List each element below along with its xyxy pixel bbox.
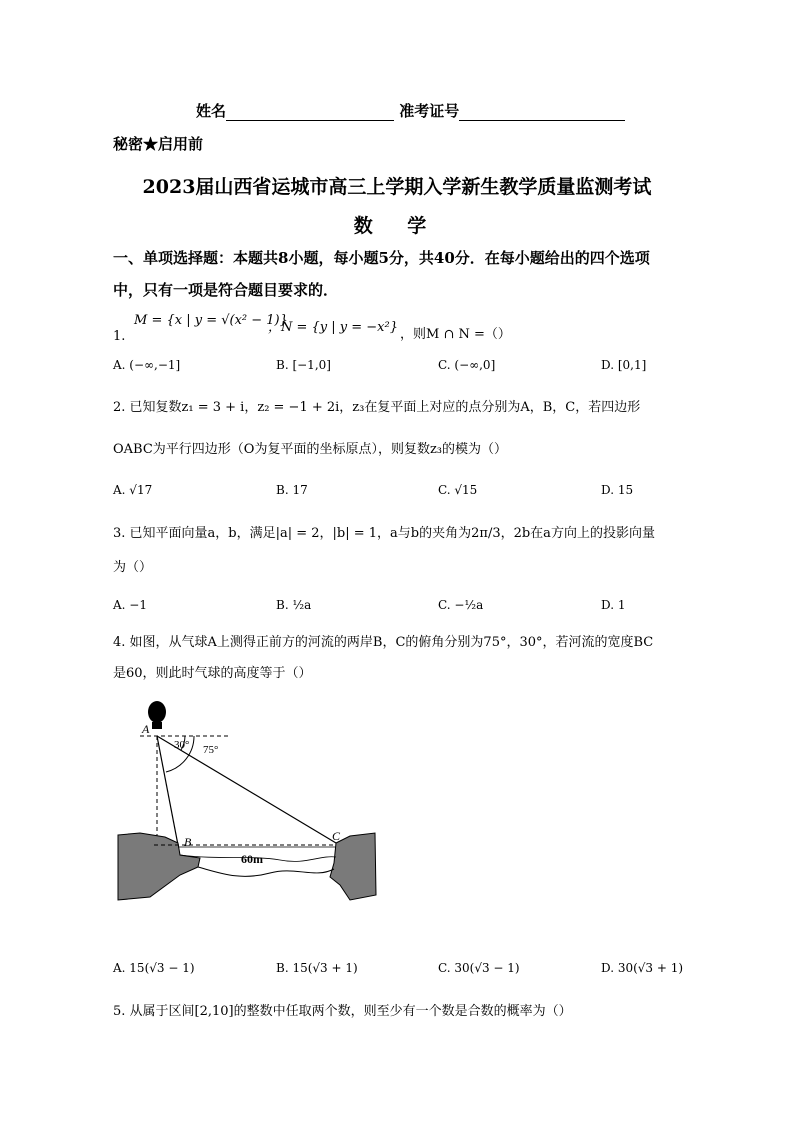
q4-option-d: D. 30(√3 + 1): [601, 961, 684, 975]
question-3-line2: 为（）: [113, 560, 153, 575]
q3-option-d: D. 1: [601, 598, 626, 612]
name-field: [196, 100, 625, 121]
question-2-line1: 2. 已知复数z₁ = 3 + i，z₂ = −1 + 2i，z₃在复平面上对应的点分别为A，B，C，若四边形: [113, 400, 641, 415]
q1-option-d: D. [0,1]: [601, 358, 647, 372]
name-label: 姓名: [196, 102, 227, 120]
label-c: C: [332, 829, 341, 843]
q1-set-m: M = {x | y = √(x² − 1)}: [134, 313, 288, 328]
exam-title: 2023届山西省运城市高三上学期入学新生教学质量监测考试: [142, 176, 652, 198]
q2-option-a: A. √17: [113, 483, 153, 497]
name-blank: [226, 105, 394, 121]
subject-title: 数 学: [353, 215, 441, 237]
q1-tail: ，则M ∩ N =（）: [400, 327, 511, 342]
q4-option-b: B. 15(√3 + 1): [276, 961, 358, 975]
angle-75-label: 75°: [203, 744, 219, 756]
q4-option-a: A. 15(√3 − 1): [113, 961, 195, 975]
q2-option-d: D. 15: [601, 483, 634, 497]
exam-number-label: 准考证号: [399, 102, 460, 120]
label-a: A: [142, 722, 150, 736]
section-heading-line1: 一、单项选择题：本题共8小题，每小题5分，共40分．在每小题给出的四个选项: [113, 249, 650, 267]
question-3-line1: 3. 已知平面向量a，b，满足|a| = 2，|b| = 1，a与b的夹角为2π/3，2b在a方向上的投影向量: [113, 526, 655, 541]
balloon-river-figure: [110, 695, 400, 910]
secret-label: 秘密★启用前: [113, 135, 204, 153]
exam-number-blank: [459, 105, 625, 121]
width-label: 60m: [241, 852, 263, 866]
q3-option-b: B. ½a: [276, 598, 312, 612]
section-heading-line2: 中，只有一项是符合题目要求的．: [113, 281, 339, 299]
q3-option-a: A. −1: [113, 598, 147, 612]
balloon-icon: [148, 701, 166, 723]
q2-option-c: C. √15: [438, 483, 478, 497]
q1-option-b: B. [−1,0]: [276, 358, 331, 372]
angle-30-label: 30°: [174, 739, 190, 751]
q1-set-n: ，N = {y | y = −x²}: [268, 320, 399, 335]
q1-option-c: C. (−∞,0]: [438, 358, 496, 372]
question-5-line1: 5. 从属于区间[2,10]的整数中任取两个数，则至少有一个数是合数的概率为（）: [113, 1004, 572, 1019]
q4-option-c: C. 30(√3 − 1): [438, 961, 520, 975]
label-b: B: [184, 835, 192, 849]
q1-option-a: A. (−∞,−1]: [113, 358, 181, 372]
question-2-line2: OABC为平行四边形（O为复平面的坐标原点），则复数z₃的模为（）: [113, 442, 508, 457]
q2-option-b: B. 17: [276, 483, 308, 497]
question-4-line1: 4. 如图，从气球A上测得正前方的河流的两岸B，C的俯角分别为75°，30°，若河流的宽度BC: [113, 635, 654, 650]
q3-option-c: C. −½a: [438, 598, 484, 612]
question-1: [113, 327, 125, 347]
q1-number: 1.: [113, 329, 126, 344]
question-4-line2: 是60，则此时气球的高度等于（）: [113, 666, 312, 681]
